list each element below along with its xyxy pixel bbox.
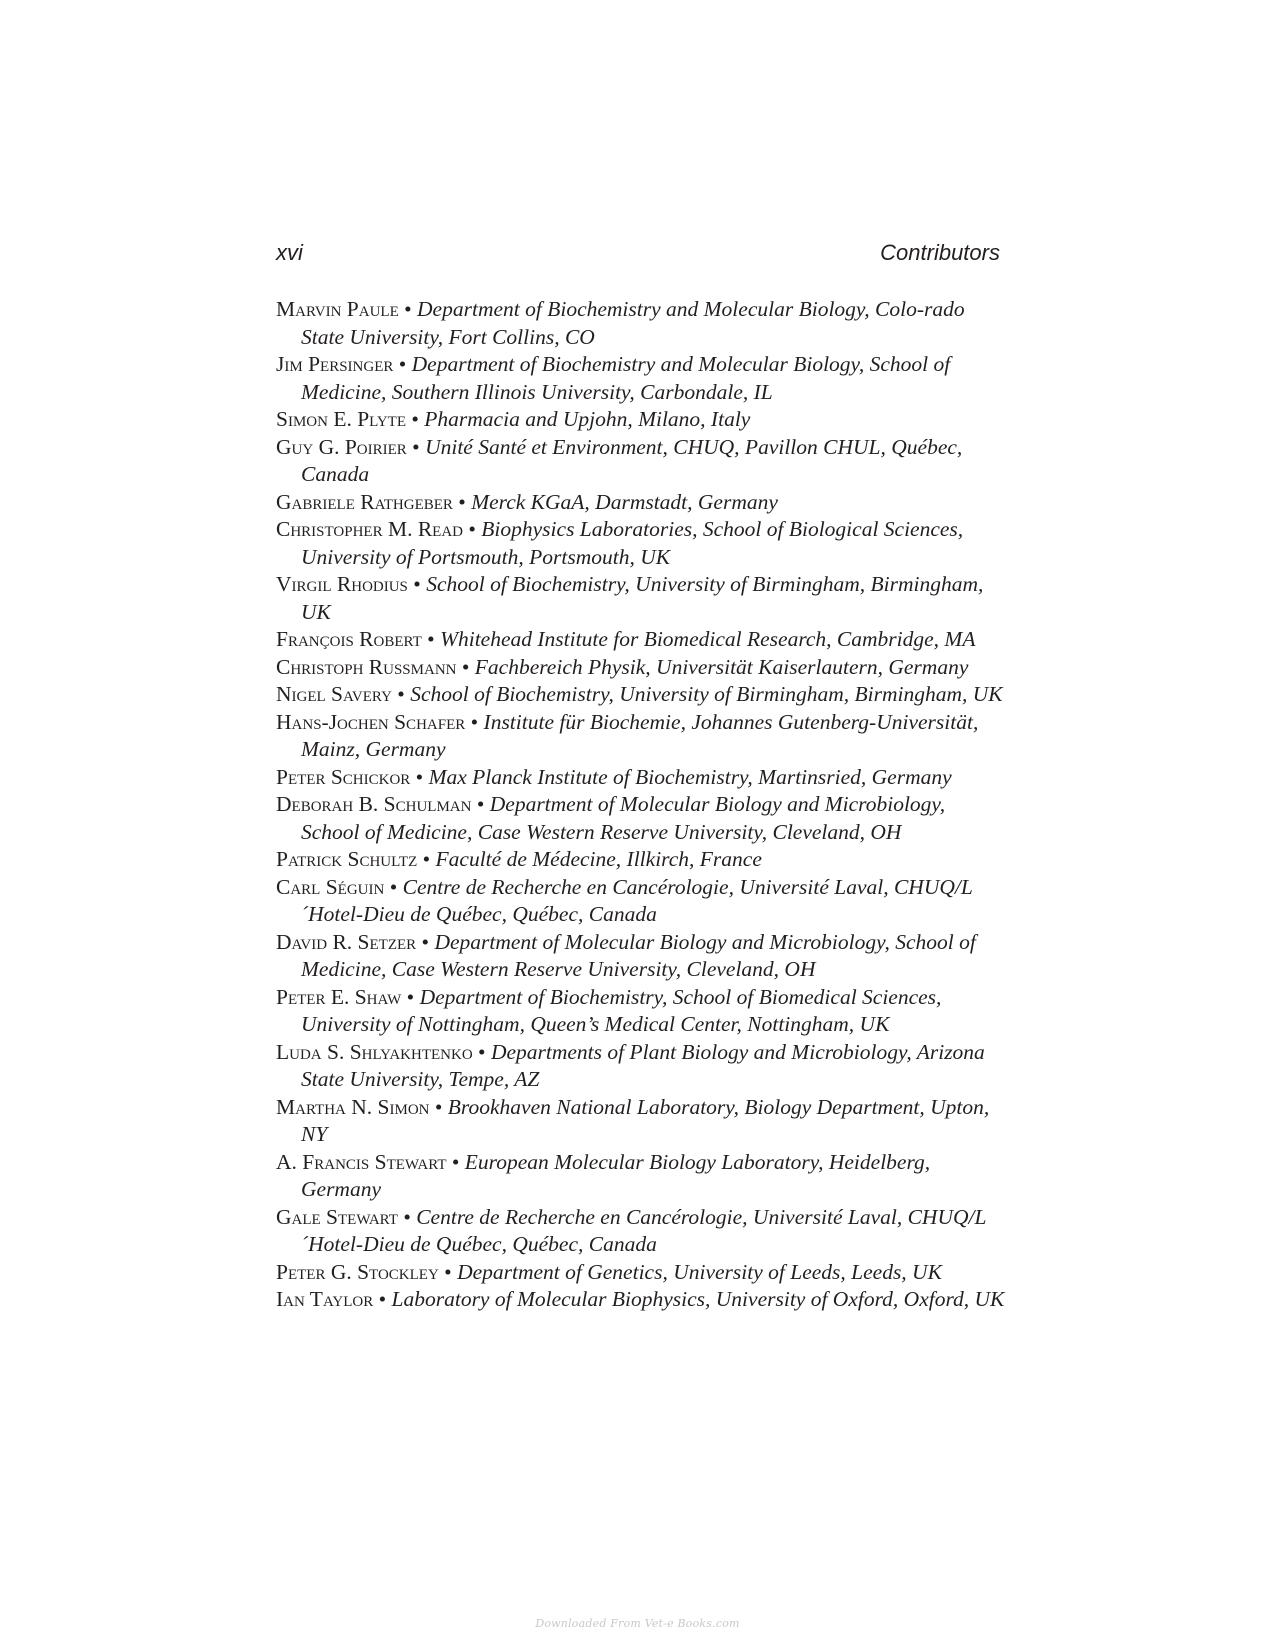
bullet-separator: • [411, 407, 419, 431]
section-title: Contributors [880, 240, 1000, 265]
contributor-affiliation: Merck KGaA, Darmstadt, Germany [471, 489, 778, 514]
contributor-affiliation: Faculté de Médecine, Illkirch, France [435, 847, 762, 871]
contributor-name: Simon E. Plyte [276, 407, 406, 431]
contributor-entry [276, 1149, 1006, 1204]
contributor-entry [276, 1094, 1006, 1149]
contributor-affiliation: Fachbereich Physik, Universität Kaiserlautern, Germany [474, 654, 969, 679]
contributor-entry [276, 846, 1006, 874]
contributor-entry [276, 296, 1006, 351]
contributor-affiliation: School of Biochemistry, University of Birmingham, Birmingham, UK [301, 572, 984, 624]
contributor-name: Deborah B. Schulman [276, 792, 472, 816]
contributor-name: Nigel Savery [276, 682, 392, 706]
contributor-affiliation: Unité Santé et Environment, CHUQ, Pavillon CHUL, Québec, Canada [301, 434, 963, 486]
contributor-affiliation: Institute für Biochemie, Johannes Gutenberg-Universität, Mainz, Germany [301, 709, 979, 761]
contributor-name: Peter Schickor [276, 764, 411, 789]
bullet-separator: • [434, 1094, 443, 1119]
contributor-name: Gale Stewart [276, 1204, 398, 1229]
page-number: xvi [276, 240, 303, 265]
running-head [276, 236, 1000, 270]
bullet-separator: • [422, 847, 431, 871]
bullet-separator: • [468, 517, 476, 541]
download-watermark: Downloaded From Vet-e Books.com [535, 1617, 740, 1630]
bullet-separator: • [476, 792, 485, 816]
contributor-entry [276, 516, 1006, 571]
contributor-entry [276, 489, 1006, 517]
contributor-affiliation: Centre de Recherche en Cancérologie, Université Laval, CHUQ/L´Hotel-Dieu de Québec, Québec, Canada [301, 874, 973, 926]
contributor-name: Martha N. Simon [276, 1094, 430, 1119]
contributor-name: Peter E. Shaw [276, 984, 402, 1009]
bullet-separator: • [478, 1039, 486, 1064]
bullet-separator: • [406, 984, 415, 1009]
bullet-separator: • [404, 297, 412, 321]
contributor-affiliation: Department of Biochemistry and Molecular Biology, Colo-rado State University, Fort Collins, CO [301, 297, 965, 349]
contributor-affiliation: Biophysics Laboratories, School of Biological Sciences, University of Portsmouth, Portsmouth, UK [301, 517, 964, 569]
contributor-name: David R. Setzer [276, 929, 417, 954]
bullet-separator: • [398, 352, 407, 376]
contributor-entry [276, 626, 1006, 654]
contributor-name: Gabriele Rathgeber [276, 489, 453, 514]
contributor-entry [276, 1286, 1006, 1314]
contributor-name: A. Francis Stewart [276, 1149, 447, 1174]
contributor-affiliation: Department of Molecular Biology and Microbiology, School of Medicine, Case Western Reserve University, Cleveland, OH [301, 929, 976, 981]
contributor-entry [276, 709, 1006, 764]
contributor-name: Jim Persinger [276, 352, 394, 376]
contributor-affiliation: Laboratory of Molecular Biophysics, University of Oxford, Oxford, UK [391, 1287, 1005, 1311]
contributor-entry [276, 571, 1006, 626]
contributor-name: Christoph Russmann [276, 654, 457, 679]
contributor-name: Luda S. Shlyakhtenko [276, 1039, 473, 1064]
bullet-separator: • [389, 874, 398, 899]
bullet-separator: • [470, 709, 479, 734]
contributor-name: Virgil Rhodius [276, 572, 408, 596]
contributor-name: Guy G. Poirier [276, 434, 407, 459]
bullet-separator: • [427, 627, 435, 651]
contributor-list [276, 296, 1006, 1314]
contributor-name: Carl Séguin [276, 874, 385, 899]
contributor-entry [276, 654, 1006, 682]
bullet-separator: • [415, 764, 424, 789]
contributor-affiliation: Department of Biochemistry, School of Biomedical Sciences, University of Nottingham, Queen’s Medical Center, Nottingham, UK [301, 984, 942, 1036]
bullet-separator: • [421, 929, 430, 954]
contributor-affiliation: Department of Molecular Biology and Microbiology, School of Medicine, Case Western Reserve University, Cleveland, OH [301, 792, 946, 844]
contributor-name: François Robert [276, 627, 422, 651]
contributor-entry [276, 929, 1006, 984]
contributor-name: Christopher M. Read [276, 517, 463, 541]
bullet-separator: • [458, 489, 466, 514]
contributor-affiliation: Brookhaven National Laboratory, Biology Department, Upton, NY [301, 1094, 990, 1146]
contributor-entry [276, 984, 1006, 1039]
contributor-affiliation: Pharmacia and Upjohn, Milano, Italy [424, 407, 751, 431]
contributor-entry [276, 434, 1006, 489]
bullet-separator: • [403, 1204, 411, 1229]
contributor-entry [276, 681, 1006, 709]
bullet-separator: • [397, 682, 405, 706]
contributor-name: Peter G. Stockley [276, 1259, 439, 1284]
contributor-entry [276, 351, 1006, 406]
contributor-name: Patrick Schultz [276, 847, 418, 871]
contributor-entry [276, 874, 1006, 929]
contributor-entry [276, 406, 1006, 434]
bullet-separator: • [412, 434, 420, 459]
contributor-affiliation: School of Biochemistry, University of Birmingham, Birmingham, UK [410, 682, 1003, 706]
contributor-name: Hans-Jochen Schafer [276, 709, 466, 734]
contributor-entry [276, 764, 1006, 792]
contributor-entry [276, 1204, 1006, 1259]
bullet-separator: • [413, 572, 421, 596]
contributor-affiliation: European Molecular Biology Laboratory, Heidelberg, Germany [301, 1149, 931, 1201]
contributor-affiliation: Department of Biochemistry and Molecular Biology, School of Medicine, Southern Illinois University, Carbondale, IL [301, 352, 951, 404]
contributor-name: Ian Taylor [276, 1287, 374, 1311]
contributor-affiliation: Centre de Recherche en Cancérologie, Université Laval, CHUQ/L´Hotel-Dieu de Québec, Québec, Canada [301, 1204, 987, 1256]
bullet-separator: • [451, 1149, 460, 1174]
contributor-affiliation: Max Planck Institute of Biochemistry, Martinsried, Germany [428, 764, 952, 789]
contributor-name: Marvin Paule [276, 297, 399, 321]
contributor-entry [276, 1039, 1006, 1094]
contributor-affiliation: Departments of Plant Biology and Microbiology, Arizona State University, Tempe, AZ [301, 1039, 985, 1091]
bullet-separator: • [461, 654, 470, 679]
contributor-affiliation: Whitehead Institute for Biomedical Research, Cambridge, MA [440, 627, 976, 651]
contributor-entry [276, 791, 1006, 846]
bullet-separator: • [444, 1259, 452, 1284]
contributor-affiliation: Department of Genetics, University of Leeds, Leeds, UK [457, 1259, 942, 1284]
contributor-entry [276, 1259, 1006, 1287]
bullet-separator: • [378, 1287, 387, 1311]
